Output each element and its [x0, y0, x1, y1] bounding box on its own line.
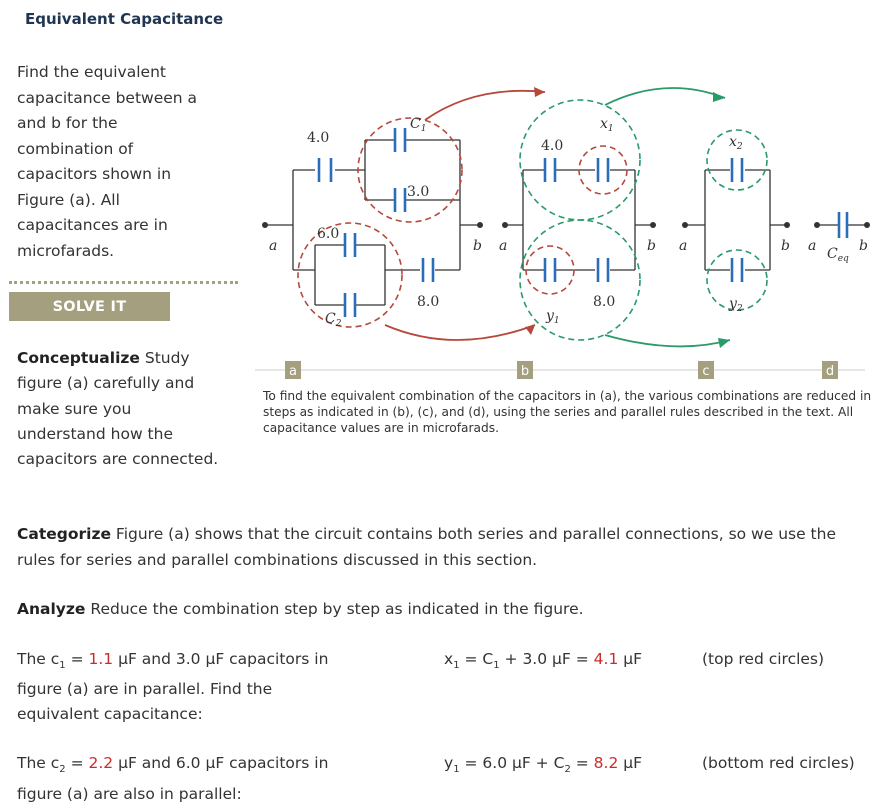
step2-y1-value: 8.2: [593, 754, 619, 772]
terminal-a-3: a: [679, 238, 688, 254]
analyze-text: Reduce the combination step by step as indicated in the figure.: [85, 600, 584, 618]
panel-tag-a: a: [289, 364, 297, 379]
label-6-0: 6.0: [317, 226, 340, 242]
terminal-b-2: b: [647, 238, 656, 254]
step2-c2-value: 2.2: [88, 754, 114, 772]
step1-equation: $x_1 = C_1 + 3.0$ μF = 4.1 μF: [444, 650, 643, 672]
label-8-0-b: 8.0: [593, 294, 616, 310]
analyze-label: Analyze: [17, 600, 86, 618]
conceptualize-text: Study figure (a) carefully and make sure you understand how the capacitors are connected.: [17, 349, 219, 469]
conceptualize-label: Conceptualize: [17, 349, 140, 367]
panel-tag-c: c: [702, 364, 710, 379]
step2-line1: The $c_2 = 2.2$ μF and 6.0 μF capacitors in: [17, 754, 329, 776]
step2-equation: $y_1 = 6.0$ $\mu F + C_2 = 8.2$ μF: [444, 754, 643, 776]
label-y2: $y_2$: [729, 296, 743, 314]
label-8-0-a: 8.0: [417, 294, 440, 310]
label-c1: $C_1$: [410, 116, 427, 134]
label-3-0: 3.0: [407, 184, 430, 200]
categorize-text: Figure (a) shows that the circuit contains both series and parallel connections, so we use the rules for series and parallel combinations discussed in this section.: [17, 525, 836, 569]
label-ceq: $C_{eq}$: [827, 246, 849, 264]
page-title: Equivalent Capacitance: [25, 10, 224, 28]
label-c2: $C_2$: [325, 311, 342, 329]
step2-line2: figure (a) are also in parallel:: [17, 785, 242, 803]
terminal-b-3: b: [781, 238, 790, 254]
terminal-b-1: b: [473, 238, 482, 254]
step1-line2: figure (a) are in parallel. Find the: [17, 680, 273, 698]
intro-text: Find the equivalent capacitance between a and b for the combination of capacitors shown in Figure (a). All capacitances are in microfarads.: [17, 63, 198, 260]
label-4-0-b: 4.0: [541, 138, 564, 154]
step1-x1-value: 4.1: [593, 650, 619, 668]
conceptualize-paragraph: [17, 346, 222, 472]
label-x1: $x_1$: [600, 116, 614, 134]
panel-tag-d: d: [825, 364, 835, 379]
step1-c1-value: 1.1: [88, 650, 114, 668]
analyze-paragraph: [17, 597, 877, 623]
panel-tag-b: b: [520, 364, 530, 379]
step1-line1: The $c_1 = 1.1$ μF and 3.0 μF capacitors in: [17, 650, 329, 672]
step2-note: (bottom red circles): [702, 754, 855, 772]
solve-it-button[interactable]: SOLVE IT: [9, 292, 170, 321]
step1-line3: equivalent capacitance:: [17, 705, 203, 723]
label-x2: $x_2$: [729, 134, 743, 152]
step1-note: (top red circles): [702, 650, 825, 668]
figure-caption: To find the equivalent combination of the capacitors in (a), the various combinations are reduced in steps as indicated in (b), (c), and (d), using the series and parallel rules described in the text. All capacitance values are in microfarads.: [263, 389, 872, 435]
terminal-b-4: b: [859, 238, 868, 254]
terminal-a-2: a: [499, 238, 508, 254]
label-4-0-a: 4.0: [307, 130, 330, 146]
circuit-figure: [255, 80, 875, 385]
categorize-label: Categorize: [17, 525, 111, 543]
label-y1: $y_1$: [546, 308, 560, 326]
terminal-a-4: a: [808, 238, 817, 254]
categorize-paragraph: [17, 522, 877, 573]
divider-dotted: [9, 281, 238, 284]
terminal-a-1: a: [269, 238, 278, 254]
